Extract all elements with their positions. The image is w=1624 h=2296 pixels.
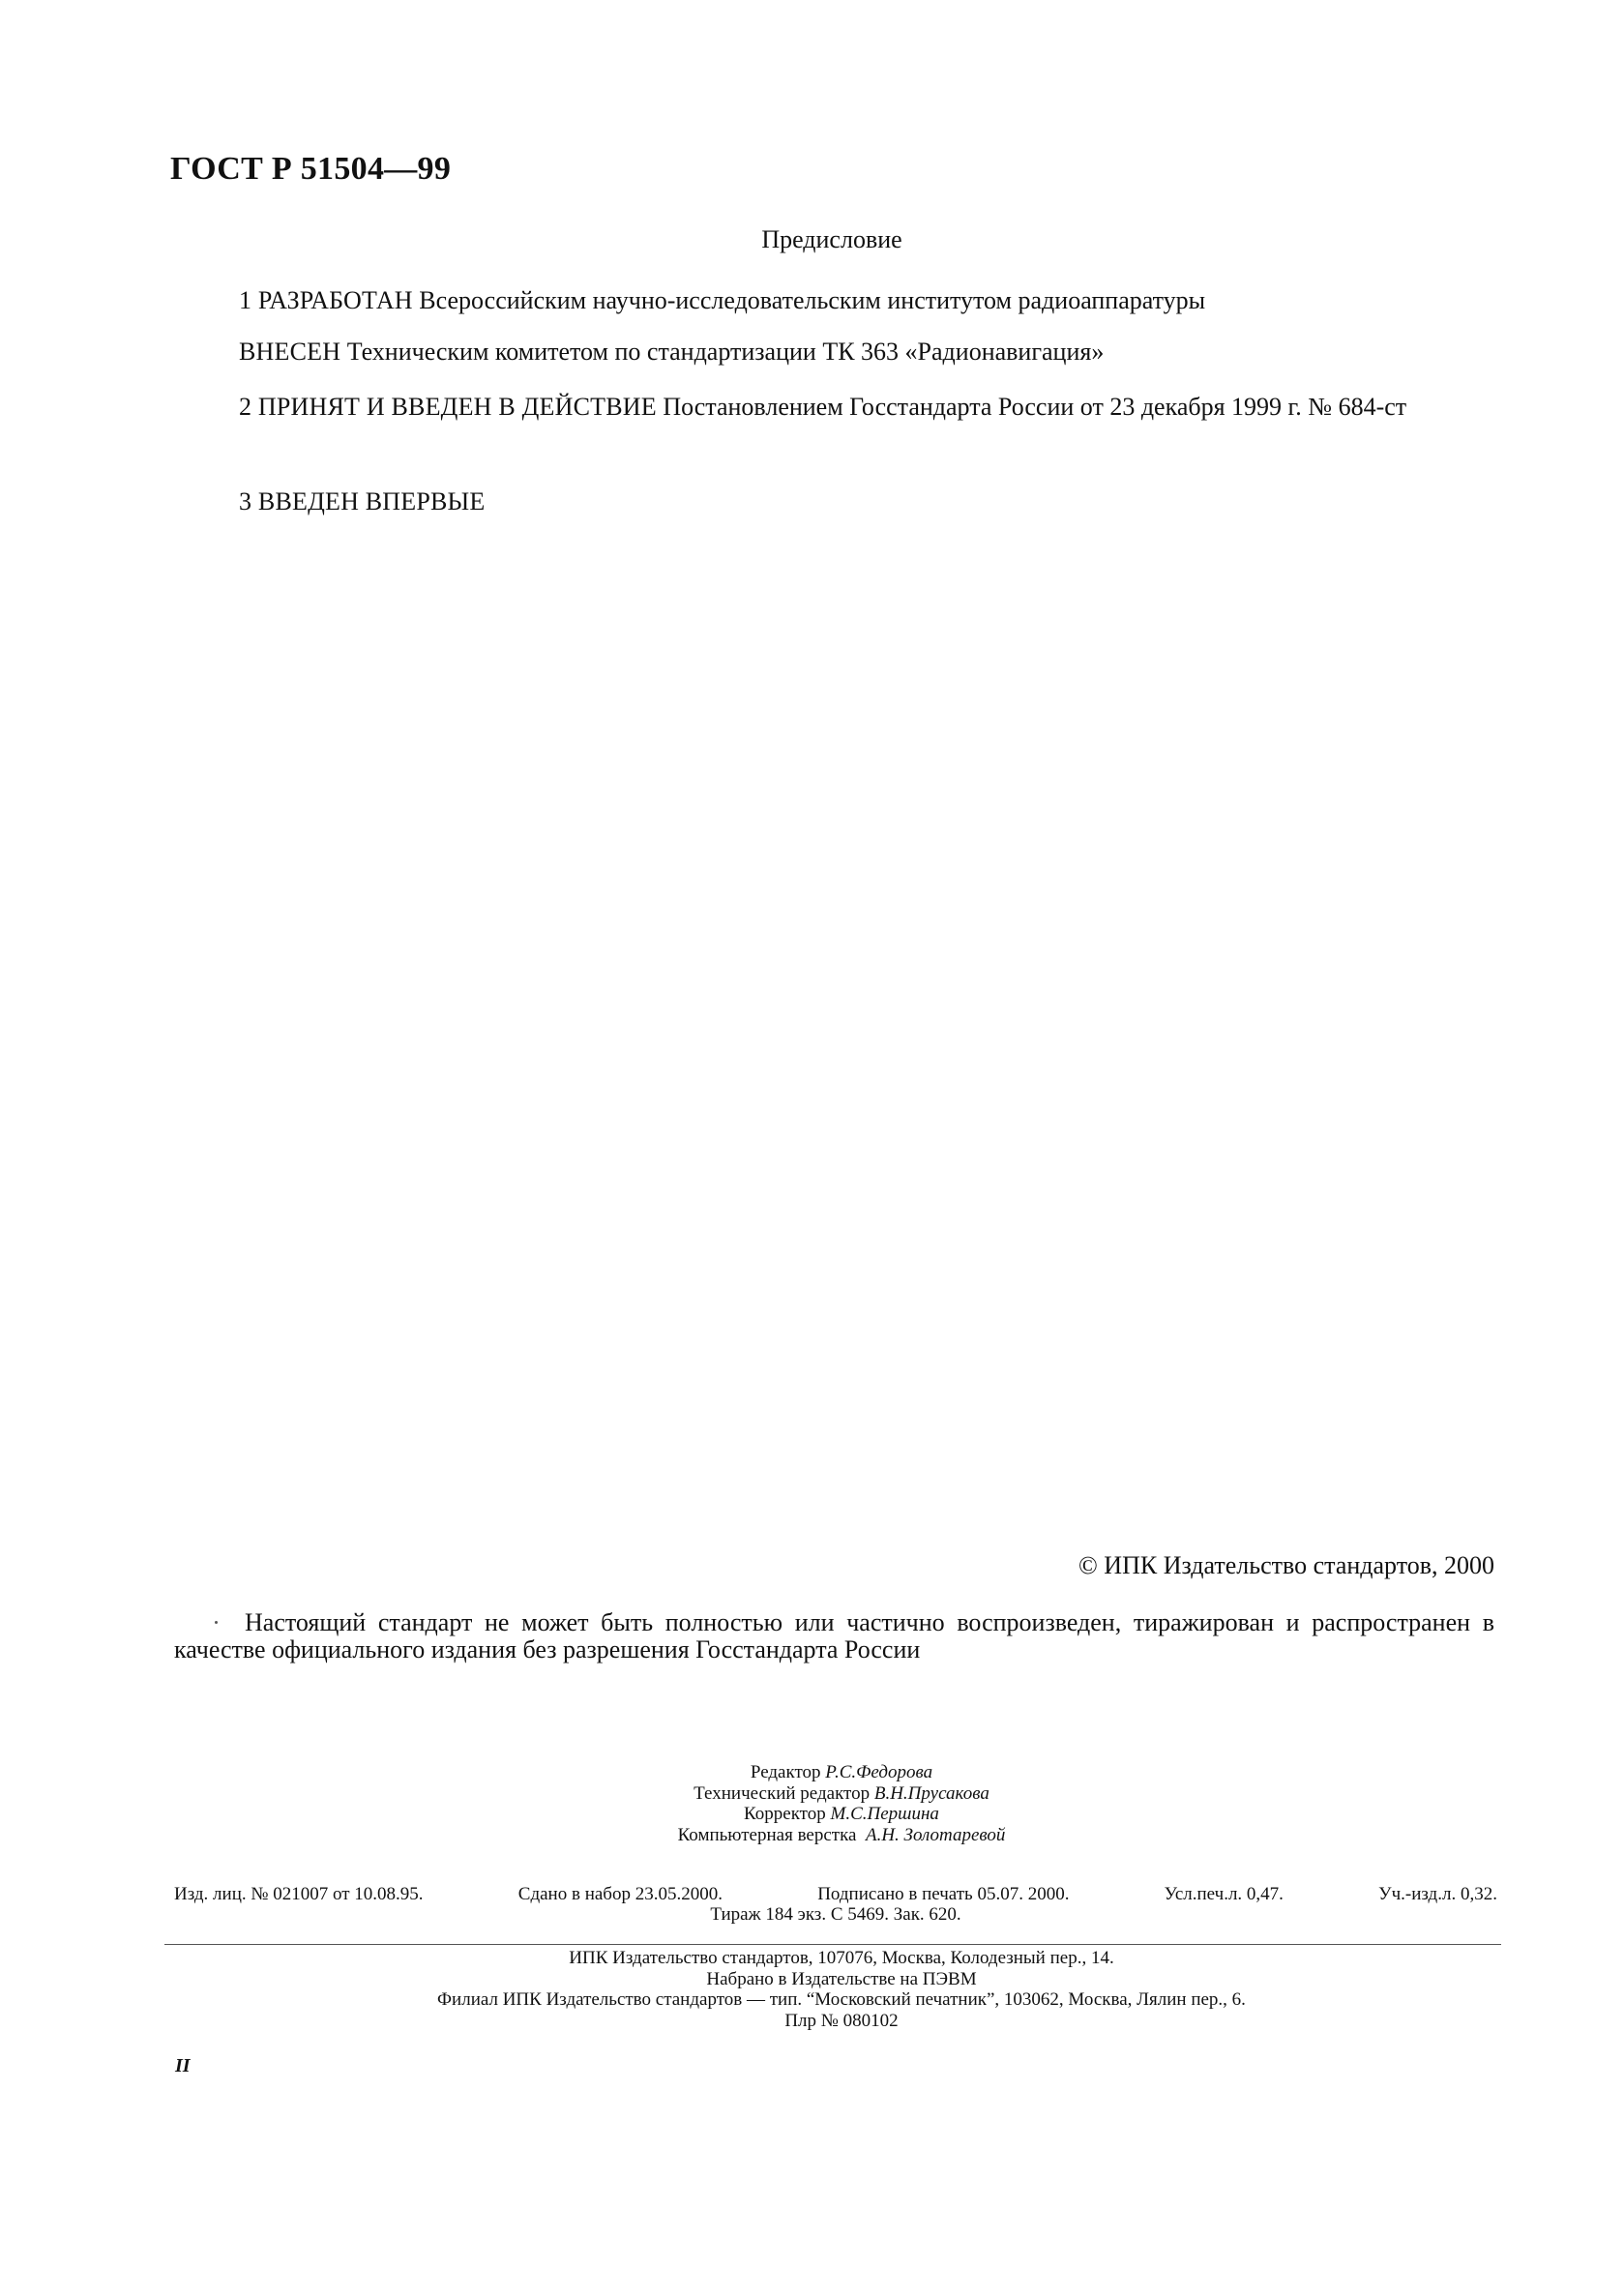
preface-item-lead: 1 РАЗРАБОТАН bbox=[239, 286, 413, 314]
editorial-credits bbox=[0, 1762, 1624, 1845]
credit-role: Компьютерная верстка bbox=[677, 1824, 857, 1845]
credit-line bbox=[0, 1804, 1624, 1825]
imprint-details-line bbox=[174, 1884, 1497, 1904]
credit-line bbox=[0, 1762, 1624, 1783]
print-sheets: Усл.печ.л. 0,47. bbox=[1164, 1884, 1284, 1904]
horizontal-divider bbox=[164, 1944, 1501, 1945]
credit-role: Технический редактор bbox=[694, 1782, 871, 1804]
preface-item-adopted bbox=[170, 394, 1488, 421]
preface-item-lead: 3 ВВЕДЕН ВПЕРВЫЕ bbox=[239, 487, 486, 515]
credit-line bbox=[0, 1783, 1624, 1805]
preface-item-text: Постановлением Госстандарта России от 23 декабря 1999 г. № 684-ст bbox=[656, 393, 1407, 421]
preface-item-developed bbox=[170, 287, 1488, 314]
typeset-date: Сдано в набор 23.05.2000. bbox=[517, 1884, 723, 1904]
credit-name: М.С.Першина bbox=[830, 1804, 939, 1824]
preface-item-text: Техническим комитетом по стандартизации ТК 363 «Радионавигация» bbox=[340, 338, 1105, 366]
preface-item-introduced-by bbox=[170, 339, 1488, 366]
circulation-line: Тираж 184 экз. С 5469. Зак. 620. bbox=[710, 1904, 961, 1925]
document-id: ГОСТ Р 51504—99 bbox=[170, 151, 452, 187]
publisher-address bbox=[0, 1948, 1624, 2031]
address-line: Филиал ИПК Издательство стандартов — тип. “Московский печатник”, 103062, Москва, Лялин пер., 6. bbox=[437, 1989, 1246, 2010]
publisher-license: Изд. лиц. № 021007 от 10.08.95. bbox=[174, 1884, 424, 1904]
address-line: Набрано в Издательстве на ПЭВМ bbox=[706, 1968, 977, 1989]
copyright-notice: © ИПК Издательство стандартов, 2000 bbox=[1078, 1551, 1494, 1579]
rights-notice: Настоящий стандарт не может быть полностью или частично воспроизведен, тиражирован и распространен в качестве официального издания без разрешения Госстандарта России bbox=[174, 1608, 1494, 1663]
credit-role: Корректор bbox=[744, 1804, 826, 1824]
page-number: II bbox=[175, 2055, 191, 2076]
address-line: ИПК Издательство стандартов, 107076, Москва, Колодезный пер., 14. bbox=[569, 1948, 1114, 1968]
credit-name: Р.С.Федорова bbox=[825, 1762, 933, 1782]
preface-item-lead: 2 ПРИНЯТ И ВВЕДЕН В ДЕЙСТВИЕ bbox=[239, 393, 657, 421]
credit-line bbox=[0, 1825, 1624, 1846]
publisher-sheets: Уч.-изд.л. 0,32. bbox=[1378, 1884, 1497, 1904]
credit-name: В.Н.Прусакова bbox=[873, 1782, 989, 1804]
signed-to-print-date: Подписано в печать 05.07. 2000. bbox=[817, 1884, 1070, 1904]
print-imprint bbox=[174, 1884, 1497, 1925]
address-line: Плр № 080102 bbox=[784, 2010, 899, 2031]
preface-item-first-introduced bbox=[170, 488, 1488, 515]
preface-item-lead: ВНЕСЕН bbox=[239, 338, 341, 366]
preface-item-text: Всероссийским научно-исследовательским институтом радиоаппаратуры bbox=[412, 286, 1206, 314]
credit-role: Редактор bbox=[750, 1762, 821, 1782]
credit-name: А.Н. Золотаревой bbox=[865, 1824, 1006, 1845]
preface-title: Предисловие bbox=[761, 225, 902, 253]
